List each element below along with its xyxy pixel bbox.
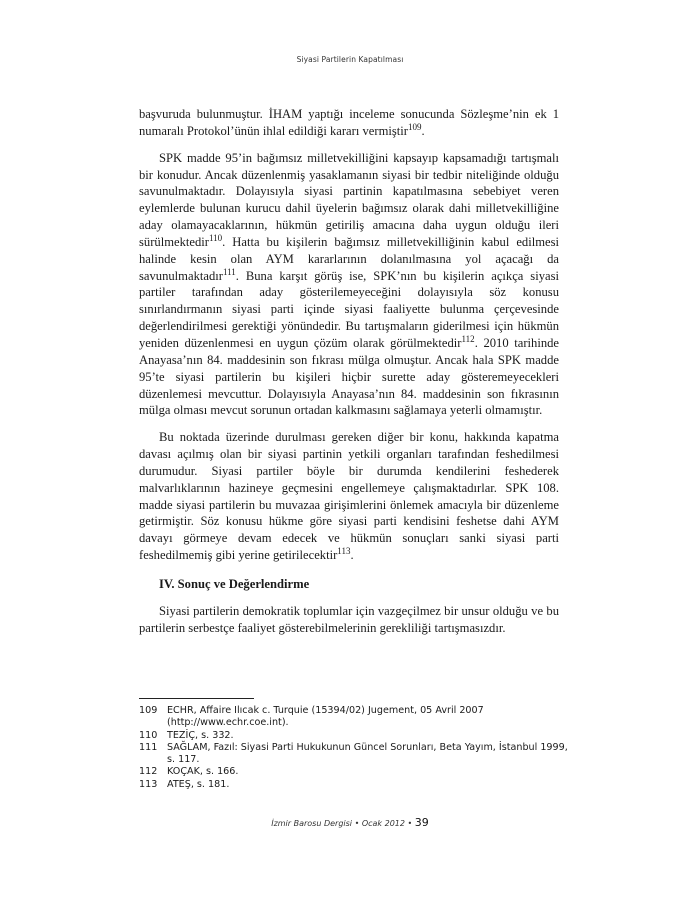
paragraph-2: SPK madde 95’in bağımsız milletvekilliğini kapsayıp kapsamadığı tartışmalı bir konudur. Ancak düzenlenmiş yasaklamanın siyasi bir tedbir niteliğinde olduğu savunulmaktadır. Dolayısıyla siyasi partinin kapatılmasına sebebiyet veren eylemlerde bulunan kurucu dahil üyelerin bağımsız olarak dahi milletvekilliğine aday olamayacaklarının, hükmün getiriliş amacına daha uygun olduğu ileri sürülmektedir$^{110}$. Hatta bu kişilerin bağımsız milletvekilliğinin kabul edilmesi halinde kesin olan AYM kararlarının dolanılmasına yol açacağı da savunulmaktadır$^{111}$. Buna karşıt görüş ise, SPK’nın bu kişilerin açıkça siyasi partiler tarafından aday gösterilemeyeceğini dolayısıyla söz konusu sınırlandırmanın siyasi parti içinde siyasi faaliyette bulunma çerçevesinde değerlendirilmesi gerektiği yönündedir. Bu tartışmaların giderilmesi için hükmün yeniden düzenlenmesi en uygun çözüm olarak görülmektedir$^{112}$. 2010 tarihinde Anayasa’nın 84. maddesinin son fıkrası mülga olmuştur. Ancak hala SPK madde 95’te siyasi partilerin bu kişileri hiçbir surette aday gösteremeyecekleri düzenlemesi mevcuttur. Dolayısıyla Anayasa’nın 84. maddesinin son fıkrasının mülga olması mevcut sorunun ortadan kalkmasını sağlamaya yeterli olmamıştır. bbox=[139, 150, 559, 418]
page-number: 39 bbox=[414, 816, 429, 829]
footnote-text: TEZİÇ, s. 332. bbox=[167, 729, 234, 741]
footnote-text: ATEŞ, s. 181. bbox=[167, 778, 230, 790]
footnote-number: 112 bbox=[139, 766, 158, 778]
footnote-number: 110 bbox=[139, 729, 158, 741]
footnote-item bbox=[139, 742, 569, 767]
body-text bbox=[139, 106, 559, 636]
paragraph-3: Bu noktada üzerinde durulması gereken diğer bir konu, hakkında kapatma davası açılmış olan bir siyasi partinin yetkili organları tarafından feshedilmesi durumudur. Siyasi partiler böyle bir durumda kendilerini feshederek malvarlıklarının hazineye geçmesini engellemeye çalışmaktadırlar. SPK 108. madde siyasi partilerin bu muvazaa girişimlerini önlemek amacıyla bir düzenleme getirmiştir. Söz konusu hükme göre siyasi parti kendisini feshetse dahi AYM davayı görmeye devam edecek ve hükmün sonuçları sanki siyasi parti feshedilmemiş gibi yerine getirilecektir$^{113}$. bbox=[139, 430, 559, 563]
footnote-item bbox=[139, 730, 569, 742]
paragraph-4: Siyasi partilerin demokratik toplumlar için vazgeçilmez bir unsur olduğu ve bu partilerin serbestçe faaliyet gösterebilmelerinin gerekliliği tartışmasızdır. bbox=[139, 603, 559, 635]
footnote-ref-112[interactable]: 112 bbox=[461, 333, 475, 344]
footnote-ref-109[interactable]: 109 bbox=[407, 121, 422, 132]
footnote-number: 111 bbox=[139, 741, 158, 753]
footnote-divider bbox=[139, 698, 254, 699]
footnote-item bbox=[139, 779, 569, 791]
footnote-ref-110[interactable]: 110 bbox=[208, 232, 223, 243]
footnote-item bbox=[139, 766, 569, 778]
footnote-text: ECHR, Affaire Ilıcak c. Turquie (15394/02) Jugement, 05 Avril 2007 (http://www.echr.coe.int). bbox=[167, 705, 484, 729]
footnote-text: KOÇAK, s. 166. bbox=[167, 766, 239, 778]
running-header: Siyasi Partilerin Kapatılması bbox=[296, 55, 404, 64]
footnote-item bbox=[139, 705, 569, 730]
footnote-text: SAĞLAM, Fazıl: Siyasi Parti Hukukunun Güncel Sorunları, Beta Yayım, İstanbul 1999, s. 117. bbox=[167, 741, 568, 766]
footnote-number: 109 bbox=[139, 705, 158, 716]
footnote-ref-111[interactable]: 111 bbox=[222, 266, 236, 277]
page-footer bbox=[0, 816, 700, 829]
paragraph-1: başvuruda bulunmuştur. İHAM yaptığı inceleme sonucunda Sözleşme’nin ek 1 numaralı Protokol’ünün ihlal edildiği kararı vermiştir$^{109}$. bbox=[139, 107, 559, 138]
footnotes bbox=[139, 705, 569, 791]
footnote-ref-113[interactable]: 113 bbox=[337, 545, 351, 556]
section-heading: IV. Sonuç ve Değerlendirme bbox=[159, 576, 310, 591]
footnote-number: 113 bbox=[139, 778, 158, 790]
journal-name: İzmir Barosu Dergisi • Ocak 2012 • bbox=[271, 819, 413, 828]
